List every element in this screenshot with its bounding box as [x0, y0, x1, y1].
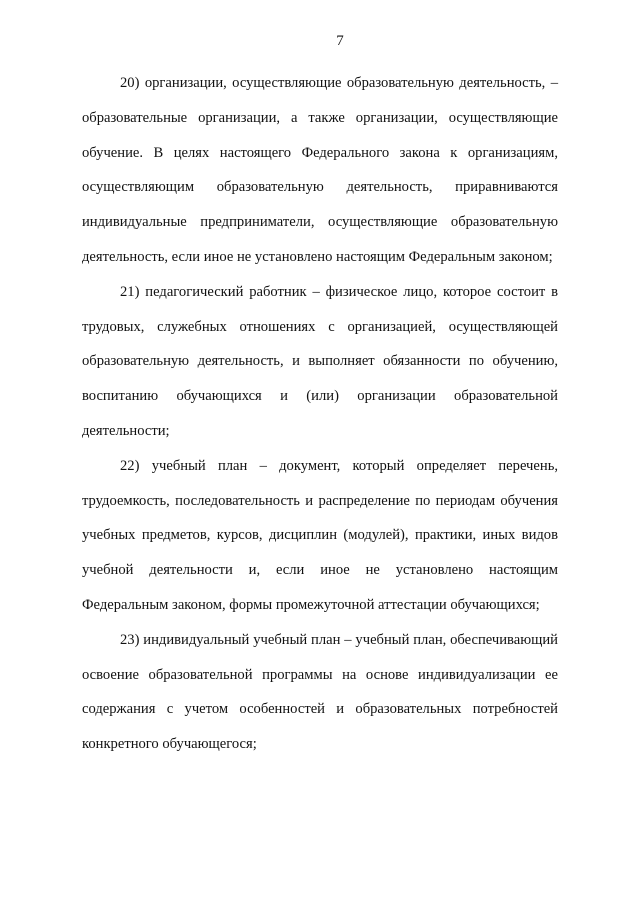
paragraph-20: 20) организации, осуществляющие образовательную деятельность, – образовательные организации, а также организации, осуществляющие обучение. В целях настоящего Федерального закона к организациям, осуществляющим образовательную деятельность, приравниваются индивидуальные предприниматели, осуществляющие образовательную деятельность, если иное не установлено настоящим Федеральным законом; — [82, 75, 558, 265]
paragraph-21: 21) педагогический работник – физическое лицо, которое состоит в трудовых, служебных отношениях с организацией, осуществляющей образовательную деятельность, и выполняет обязанности по обучению, воспитанию обучающихся и (или) организации образовательной деятельности; — [82, 283, 558, 439]
document-body — [82, 66, 558, 762]
paragraph-22: 22) учебный план – документ, который определяет перечень, трудоемкость, последовательность и распределение по периодам обучения учебных предметов, курсов, дисциплин (модулей), практики, иных видов учебной деятельности и, если иное не установлено настоящим Федеральным законом, формы промежуточной аттестации обучающихся; — [82, 457, 558, 613]
paragraph-23: 23) индивидуальный учебный план – учебный план, обеспечивающий освоение образовательной программы на основе индивидуализации ее содержания с учетом особенностей и образовательных потребностей конкретного обучающегося; — [82, 631, 558, 753]
page-number: 7 — [336, 33, 344, 49]
